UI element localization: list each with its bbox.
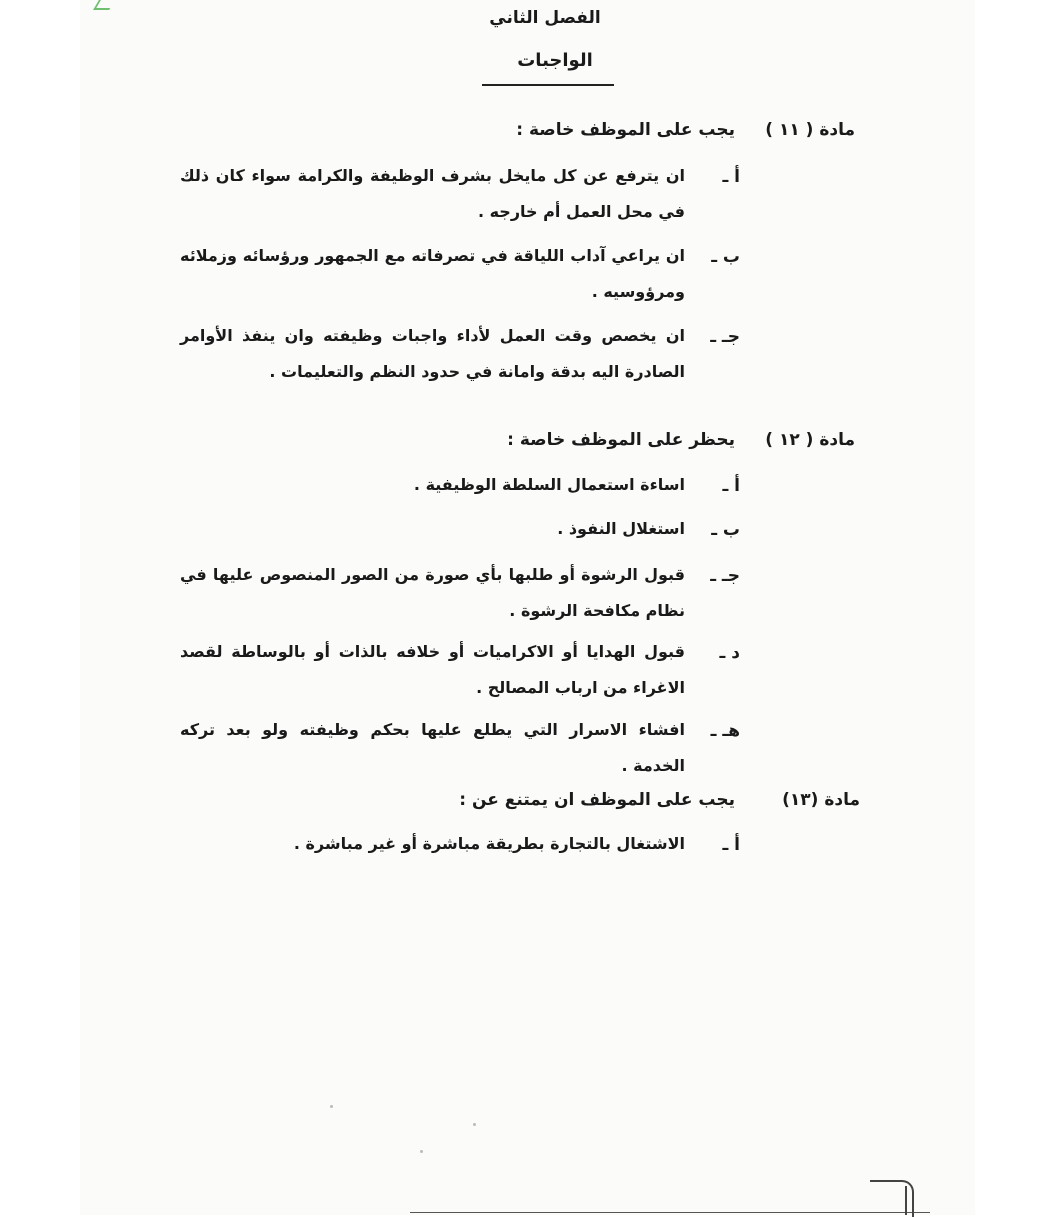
article-11-intro: يجب على الموظف خاصة : — [516, 120, 735, 140]
article-12-item-a-letter: أ ـ — [722, 476, 740, 496]
article-12-label: مادة ( ١٢ ) — [765, 430, 855, 450]
article-11-item-c: ان يخصص وقت العمل لأداء واجبات وظيفته وان ينفذ الأوامر الصادرة اليه بدقة وامانة في حدود النظم والتعليمات . — [180, 326, 685, 381]
scan-speck — [330, 1105, 333, 1108]
chapter-heading: الفصل الثاني — [489, 8, 601, 28]
section-title: الواجبات — [517, 50, 593, 71]
article-12-item-b-letter: ب ـ — [711, 520, 740, 540]
article-12-item-c-letter: جـ ـ — [710, 566, 740, 586]
article-12-item-d: قبول الهدايا أو الاكراميات أو خلافه بالذات أو بالوساطة لقصد الاغراء من ارباب المصالح . — [180, 642, 685, 697]
article-12-item-e-letter: هـ ـ — [710, 721, 740, 741]
scan-speck — [473, 1123, 476, 1126]
article-13-label: مادة (١٣) — [782, 790, 860, 810]
article-11-item-c-letter: جـ ـ — [710, 327, 740, 347]
article-13-item-a-letter: أ ـ — [722, 835, 740, 855]
article-11-label: مادة ( ١١ ) — [765, 120, 855, 140]
article-11-item-b: ان يراعي آداب اللياقة في تصرفاته مع الجمهور ورؤسائه وزملائه ومرؤوسيه . — [180, 246, 685, 301]
footer-corner-stem — [905, 1186, 907, 1215]
article-12-item-a: اساءة استعمال السلطة الوظيفية . — [413, 475, 685, 494]
article-11-item-b-letter: ب ـ — [711, 247, 740, 267]
article-11-item-a-letter: أ ـ — [722, 167, 740, 187]
article-12-item-d-letter: د ـ — [719, 643, 740, 663]
article-12-item-c: قبول الرشوة أو طلبها بأي صورة من الصور المنصوص عليها في نظام مكافحة الرشوة . — [180, 565, 685, 620]
article-13-item-a: الاشتغال بالتجارة بطريقة مباشرة أو غير مباشرة . — [293, 834, 685, 853]
article-11-item-a: ان يترفع عن كل مايخل بشرف الوظيفة والكرامة سواء كان ذلك في محل العمل أم خارجه . — [180, 166, 685, 221]
footer-rule — [410, 1212, 930, 1213]
article-12-item-b: استغلال النفوذ . — [557, 519, 685, 538]
article-13-intro: يجب على الموظف ان يمتنع عن : — [459, 790, 735, 810]
scan-speck — [420, 1150, 423, 1153]
article-12-item-e: افشاء الاسرار التي يطلع عليها بحكم وظيفته ولو بعد تركه الخدمة . — [180, 720, 685, 775]
footer-corner-mark — [870, 1180, 914, 1217]
title-underline — [482, 84, 614, 86]
article-12-intro: يحظر على الموظف خاصة : — [507, 430, 735, 450]
